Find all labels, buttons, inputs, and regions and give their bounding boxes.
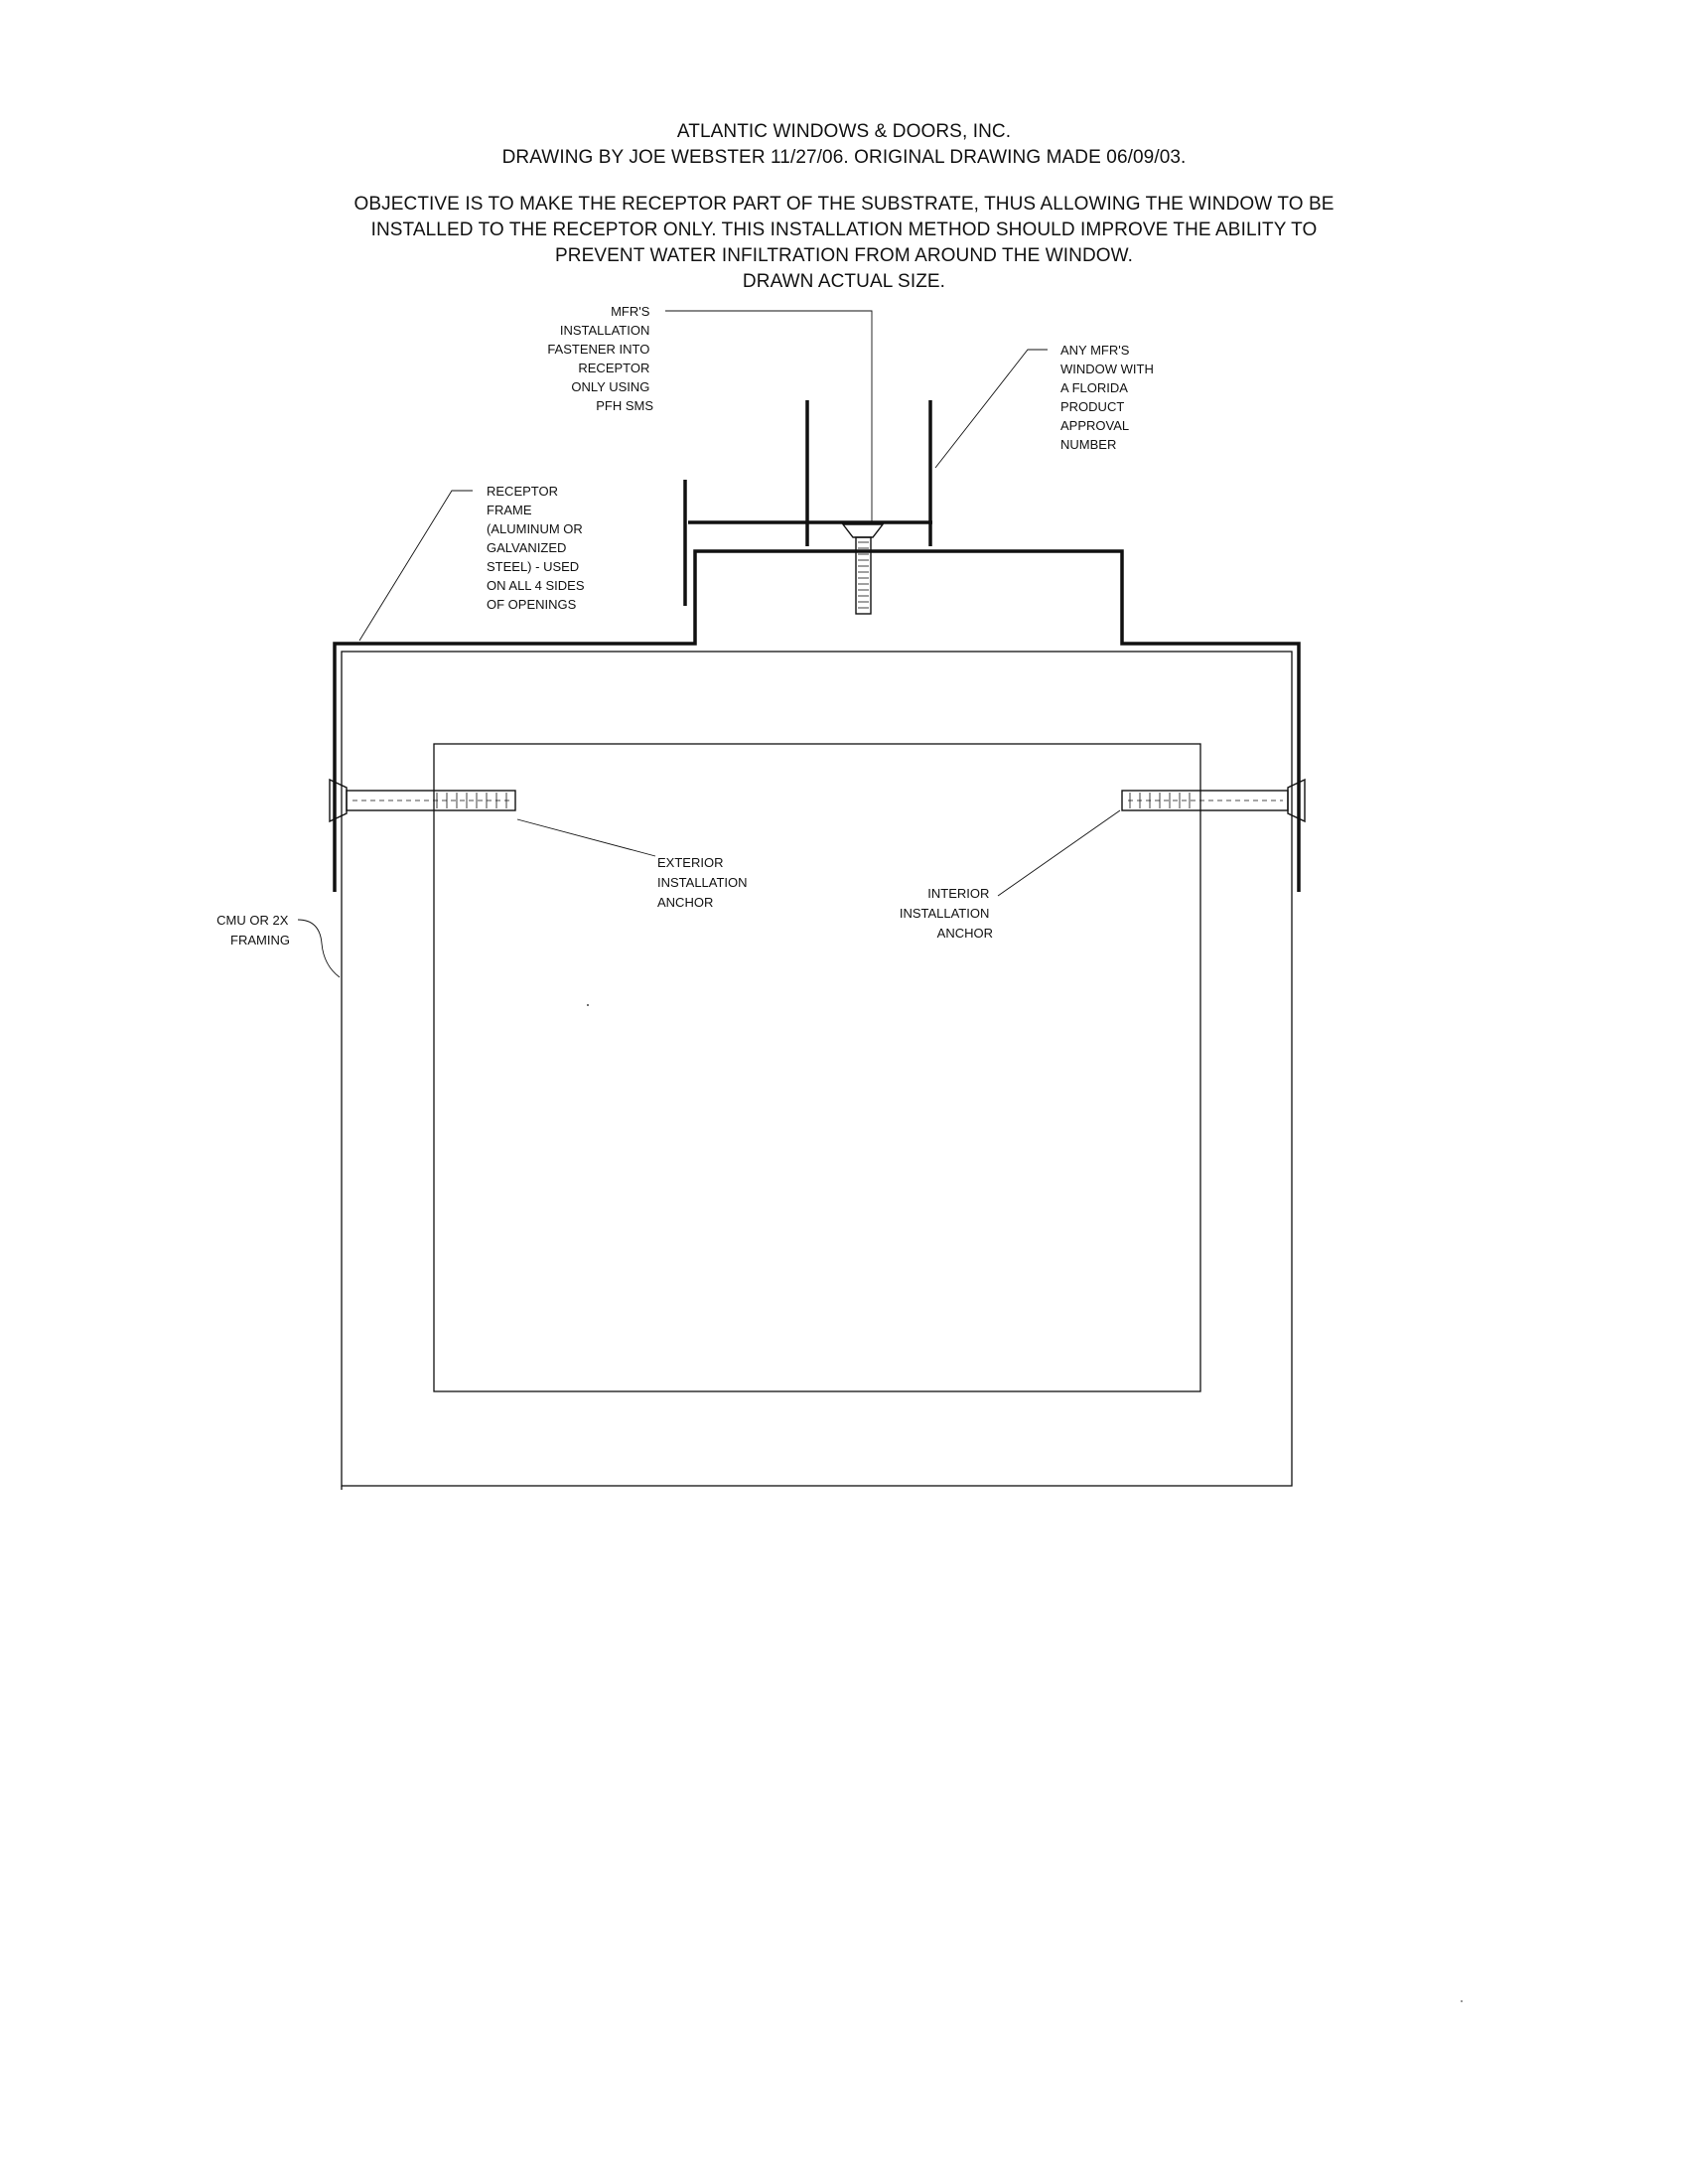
fastener-callout: MFR'S INSTALLATION FASTENER INTO RECEPTOR ONLY USING PFH SMS [547, 304, 653, 413]
fastener-leader [665, 311, 872, 524]
receptor-leader [359, 491, 473, 641]
exterior-anchor [330, 780, 515, 821]
framing-leader [298, 920, 340, 977]
receptor-frame [335, 551, 1299, 892]
interior-anchor [1122, 780, 1305, 821]
wall-outline [342, 652, 1292, 1486]
company-title: ATLANTIC WINDOWS & DOORS, INC. [676, 121, 1012, 142]
exterior-anchor-leader [517, 819, 655, 856]
objective-line: INSTALLED TO THE RECEPTOR ONLY. THIS INSTALLATION METHOD SHOULD IMPROVE THE ABILITY TO [370, 219, 1318, 240]
pfh-fastener [843, 524, 883, 614]
receptor-callout: RECEPTOR FRAME (ALUMINUM OR GALVANIZED STEEL) - USED ON ALL 4 SIDES OF OPENINGS [487, 484, 585, 612]
drawing-info: DRAWING BY JOE WEBSTER 11/27/06. ORIGINAL DRAWING MADE 06/09/03. [501, 147, 1187, 168]
opening-rectangle [434, 744, 1200, 1391]
exterior-anchor-callout: EXTERIOR INSTALLATION ANCHOR [657, 855, 748, 910]
window-callout: ANY MFR'S WINDOW WITH A FLORIDA PRODUCT APPROVAL NUMBER [1060, 343, 1154, 452]
interior-anchor-leader [998, 810, 1120, 896]
objective-line: PREVENT WATER INFILTRATION FROM AROUND THE WINDOW. [554, 245, 1134, 266]
framing-callout: CMU OR 2X FRAMING [216, 913, 290, 947]
objective-line: DRAWN ACTUAL SIZE. [742, 271, 946, 292]
objective-line: OBJECTIVE IS TO MAKE THE RECEPTOR PART OF THE SUBSTRATE, THUS ALLOWING THE WINDOW TO BE [353, 194, 1335, 215]
interior-anchor-callout: INTERIOR INSTALLATION ANCHOR [899, 886, 993, 941]
window-leader [935, 350, 1048, 468]
